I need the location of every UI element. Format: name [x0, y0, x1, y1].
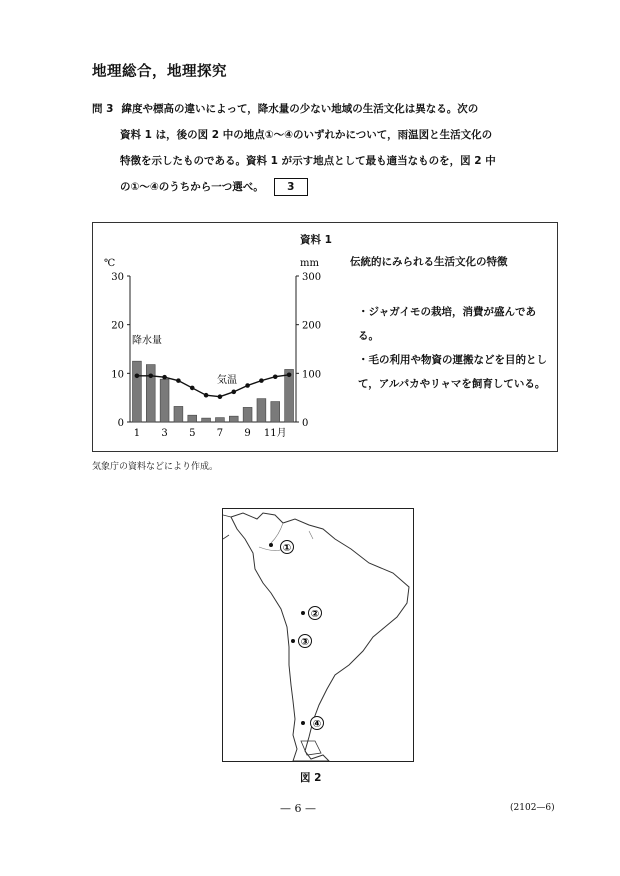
precip-bar	[243, 407, 252, 422]
point-2-dot	[301, 611, 305, 615]
feature-item-1: ・ジャガイモの栽培，消費が盛んである。	[358, 306, 536, 342]
point-2-label: ②	[310, 609, 320, 620]
question-number: 問 3	[92, 103, 114, 115]
right-tick-label: 200	[302, 320, 322, 332]
left-tick-label: 20	[111, 320, 124, 332]
precip-bar	[160, 379, 169, 422]
temp-series-label: 気温	[217, 375, 237, 387]
climate-chart	[96, 250, 336, 440]
point-1-label: ①	[282, 543, 292, 554]
map-pacific-edge	[223, 515, 231, 539]
page-code: (2102—6)	[510, 803, 555, 813]
figure-2-caption: 図 2	[300, 772, 322, 784]
precip-bar	[229, 416, 238, 422]
temperature-point	[162, 375, 167, 380]
x-tick-label: 1	[133, 428, 141, 439]
temperature-point	[218, 394, 223, 399]
question-line-2: 資料 1 は，後の図 2 中の地点①～④のいずれかについて，雨温図と生活文化の	[120, 129, 493, 141]
precip-bar	[285, 369, 294, 422]
temperature-point	[231, 390, 236, 395]
x-tick-label: 3	[161, 428, 168, 439]
map-tierra-del-fuego	[301, 741, 321, 755]
right-tick-label: 0	[302, 418, 309, 429]
question-line-3: 特徴を示したものである。資料 1 が示す地点として最も適当なものを，図 2 中	[120, 155, 496, 167]
point-4-label: ④	[312, 719, 322, 730]
map-svg	[223, 509, 413, 761]
x-tick-label: 11月	[263, 428, 287, 439]
temperature-point	[204, 393, 209, 398]
question-line-1: 問 3 緯度や標高の違いによって，降水量の少ない地域の生活文化は異なる。次の	[92, 103, 479, 115]
temperature-point	[259, 378, 264, 383]
temperature-point	[190, 386, 195, 391]
precip-bar	[257, 399, 266, 422]
temperature-point	[245, 383, 250, 388]
temperature-point	[176, 378, 181, 383]
page-number: — 6 —	[280, 802, 316, 815]
precip-bar	[132, 361, 141, 422]
left-tick-label: 0	[117, 418, 124, 429]
x-tick-label: 9	[244, 428, 251, 439]
point-1-dot	[269, 543, 273, 547]
temperature-point	[273, 374, 278, 379]
precip-bar	[271, 402, 280, 422]
left-tick-label: 30	[111, 272, 124, 283]
material1-title: 資料 1	[300, 234, 332, 246]
temperature-point	[135, 373, 140, 378]
features-title: 伝統的にみられる生活文化の特徴	[350, 256, 508, 268]
temperature-point	[148, 373, 153, 378]
x-tick-label: 5	[189, 428, 196, 439]
point-4-dot	[301, 721, 305, 725]
precip-bar	[202, 418, 211, 422]
precip-bar	[146, 365, 155, 422]
section-heading: 地理総合，地理探究	[92, 64, 227, 80]
precip-bar	[188, 415, 197, 422]
temperature-point	[287, 372, 292, 377]
south-america-map	[222, 508, 414, 762]
precip-series-label: 降水量	[132, 335, 162, 347]
temperature-line	[137, 375, 289, 397]
source-note: 気象庁の資料などにより作成。	[92, 462, 219, 472]
question-line-4: の①～④のうちから一つ選べ。 3	[92, 174, 562, 200]
precip-bar	[174, 406, 183, 422]
point-3-label: ③	[300, 637, 310, 648]
x-tick-label: 7	[216, 428, 224, 439]
right-tick-label: 100	[302, 369, 322, 381]
answer-box[interactable]: 3	[274, 178, 308, 196]
precip-bar	[215, 418, 224, 422]
right-axis-unit: mm	[300, 258, 319, 269]
point-3-dot	[291, 639, 295, 643]
question-3	[92, 96, 562, 200]
feature-item-2: ・毛の利用や物資の運搬などを目的として，アルパカやリャマを飼育している。	[358, 354, 547, 390]
right-tick-label: 300	[302, 272, 322, 283]
left-tick-label: 10	[111, 369, 124, 381]
left-axis-unit: ℃	[104, 258, 116, 269]
